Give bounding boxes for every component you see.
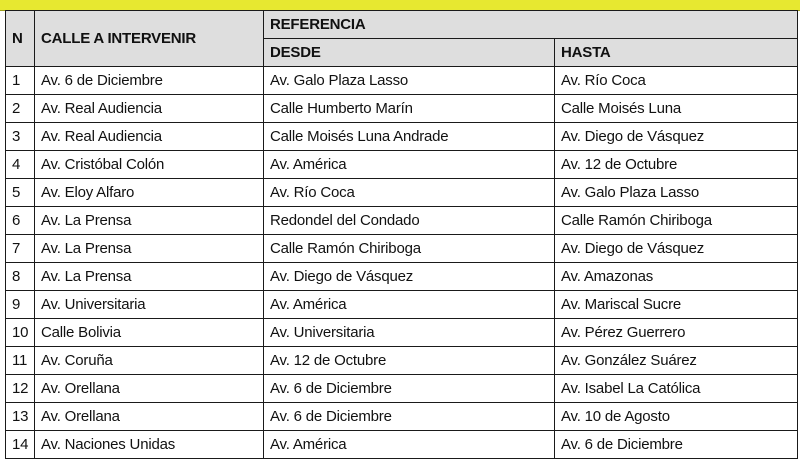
- cell-desde: Calle Ramón Chiriboga: [264, 235, 555, 263]
- cell-calle: Av. 6 de Diciembre: [35, 67, 264, 95]
- cell-desde: Av. Galo Plaza Lasso: [264, 67, 555, 95]
- cell-calle: Av. La Prensa: [35, 263, 264, 291]
- table-row: [6, 151, 798, 179]
- table-row: [6, 319, 798, 347]
- table-row: [6, 375, 798, 403]
- cell-hasta: Av. Galo Plaza Lasso: [555, 179, 798, 207]
- cell-hasta: Av. Amazonas: [555, 263, 798, 291]
- cell-number: 9: [6, 291, 35, 319]
- cell-hasta: Av. Isabel La Católica: [555, 375, 798, 403]
- cell-desde: Av. 6 de Diciembre: [264, 403, 555, 431]
- cell-number: 2: [6, 95, 35, 123]
- cell-number: 6: [6, 207, 35, 235]
- cell-desde: Av. Río Coca: [264, 179, 555, 207]
- cell-hasta: Av. 12 de Octubre: [555, 151, 798, 179]
- cell-number: 10: [6, 319, 35, 347]
- table-row: [6, 291, 798, 319]
- cell-number: 14: [6, 431, 35, 459]
- cell-calle: Av. Naciones Unidas: [35, 431, 264, 459]
- cell-hasta: Av. Pérez Guerrero: [555, 319, 798, 347]
- cell-hasta: Av. 6 de Diciembre: [555, 431, 798, 459]
- table-row: [6, 207, 798, 235]
- cell-hasta: Av. Mariscal Sucre: [555, 291, 798, 319]
- cell-desde: Av. América: [264, 291, 555, 319]
- cell-calle: Calle Bolivia: [35, 319, 264, 347]
- cell-number: 11: [6, 347, 35, 375]
- cell-number: 1: [6, 67, 35, 95]
- cell-calle: Av. Real Audiencia: [35, 95, 264, 123]
- table-row: [6, 235, 798, 263]
- cell-desde: Av. América: [264, 431, 555, 459]
- cell-number: 8: [6, 263, 35, 291]
- cell-hasta: Av. 10 de Agosto: [555, 403, 798, 431]
- cell-hasta: Av. Río Coca: [555, 67, 798, 95]
- cell-calle: Av. Universitaria: [35, 291, 264, 319]
- cell-desde: Av. 12 de Octubre: [264, 347, 555, 375]
- cell-hasta: Calle Moisés Luna: [555, 95, 798, 123]
- cell-hasta: Calle Ramón Chiriboga: [555, 207, 798, 235]
- cell-desde: Calle Humberto Marín: [264, 95, 555, 123]
- column-header-referencia: REFERENCIA: [264, 11, 798, 39]
- table-row: [6, 179, 798, 207]
- cell-calle: Av. Real Audiencia: [35, 123, 264, 151]
- cell-desde: Av. América: [264, 151, 555, 179]
- cell-calle: Av. La Prensa: [35, 207, 264, 235]
- cell-calle: Av. Orellana: [35, 375, 264, 403]
- cell-desde: Av. Universitaria: [264, 319, 555, 347]
- cell-calle: Av. La Prensa: [35, 235, 264, 263]
- cell-number: 5: [6, 179, 35, 207]
- cell-hasta: Av. Diego de Vásquez: [555, 235, 798, 263]
- cell-number: 4: [6, 151, 35, 179]
- cell-hasta: Av. Diego de Vásquez: [555, 123, 798, 151]
- cell-number: 13: [6, 403, 35, 431]
- cell-number: 3: [6, 123, 35, 151]
- cell-calle: Av. Orellana: [35, 403, 264, 431]
- cell-desde: Av. Diego de Vásquez: [264, 263, 555, 291]
- column-header-desde: DESDE: [264, 39, 555, 67]
- table-row: [6, 95, 798, 123]
- cell-desde: Redondel del Condado: [264, 207, 555, 235]
- cell-number: 12: [6, 375, 35, 403]
- column-header-calle: CALLE A INTERVENIR: [35, 11, 264, 67]
- cell-hasta: Av. González Suárez: [555, 347, 798, 375]
- cell-calle: Av. Cristóbal Colón: [35, 151, 264, 179]
- cell-desde: Calle Moisés Luna Andrade: [264, 123, 555, 151]
- column-header-n: N: [6, 11, 35, 67]
- table-row: [6, 123, 798, 151]
- cell-number: 7: [6, 235, 35, 263]
- cell-calle: Av. Eloy Alfaro: [35, 179, 264, 207]
- table-body: [6, 67, 798, 459]
- table-row: [6, 403, 798, 431]
- table-row: [6, 67, 798, 95]
- cell-desde: Av. 6 de Diciembre: [264, 375, 555, 403]
- streets-table: [5, 10, 798, 459]
- table-row: [6, 263, 798, 291]
- table-row: [6, 347, 798, 375]
- column-header-hasta: HASTA: [555, 39, 798, 67]
- cell-calle: Av. Coruña: [35, 347, 264, 375]
